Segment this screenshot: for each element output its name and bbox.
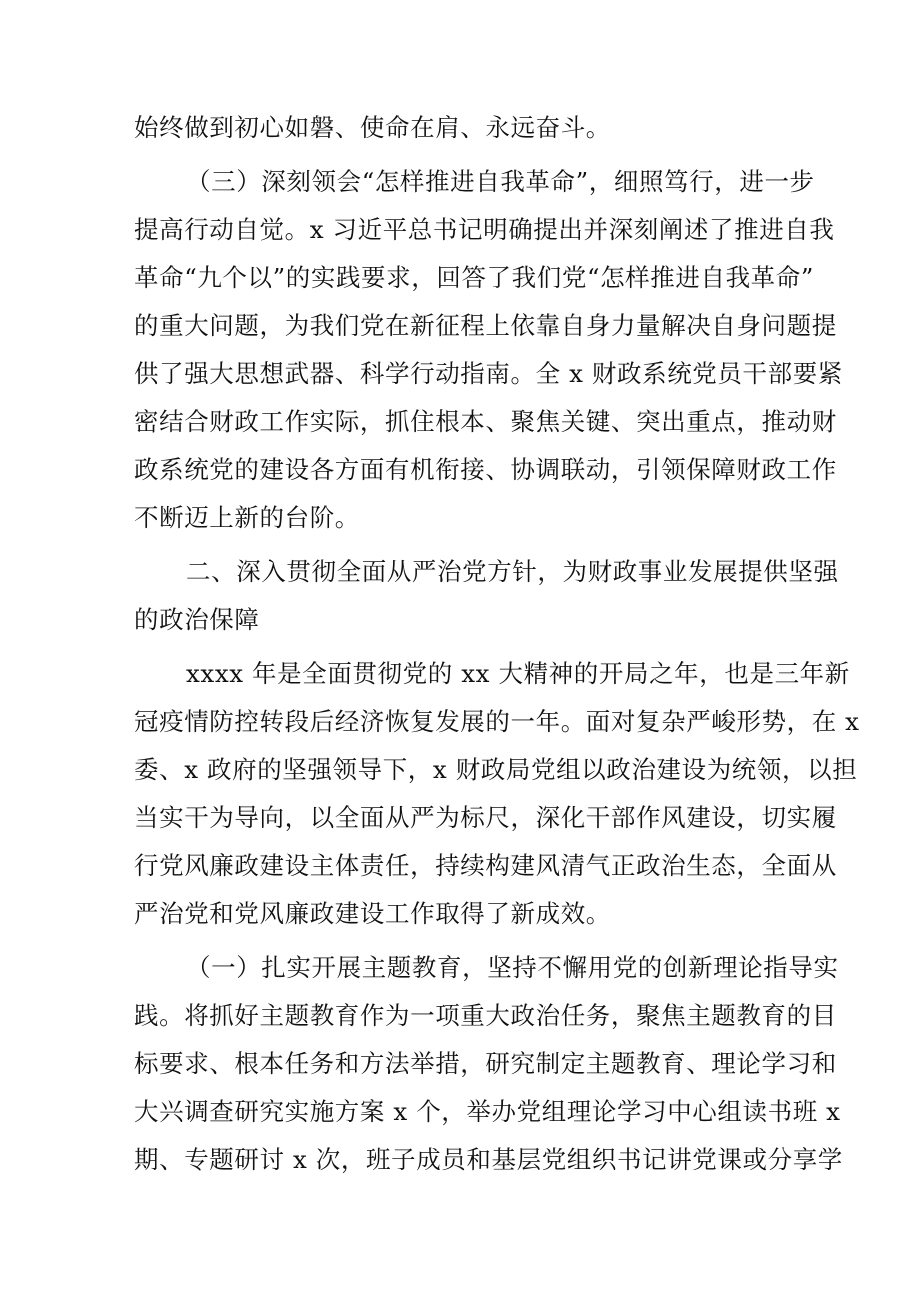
paragraph-line: 期、专题研讨 x 次，班子成员和基层党组织书记讲党课或分享学	[134, 1145, 843, 1174]
paragraph-line: 冠疫情防控转段后经济恢复发展的一年。面对复杂严峻形势，在 x	[134, 707, 860, 736]
section-heading-line: 的政治保障	[134, 605, 260, 634]
paragraph-line: 不断迈上新的台阶。	[134, 503, 360, 532]
paragraph-line: 标要求、根本任务和方法举措，研究制定主题教育、理论学习和	[134, 1049, 837, 1078]
paragraph-line: 践。将抓好主题教育作为一项重大政治任务，聚焦主题教育的目	[134, 1001, 837, 1030]
paragraph-line: 当实干为导向，以全面从严为标尺，深化干部作风建设，切实履	[134, 803, 837, 832]
paragraph-line: 提高行动自觉。x 习近平总书记明确提出并深刻阐述了推进自我	[134, 215, 835, 244]
paragraph-line: （一）扎实开展主题教育，坚持不懈用党的创新理论指导实	[186, 953, 839, 982]
paragraph-line: 供了强大思想武器、科学行动指南。全 x 财政系统党员干部要紧	[134, 359, 843, 388]
paragraph-line: xxxx 年是全面贯彻党的 xx 大精神的开局之年，也是三年新	[186, 659, 850, 688]
paragraph-line: 大兴调查研究实施方案 x 个，举办党组理论学习中心组读书班 x	[134, 1097, 841, 1126]
paragraph-line: 委、x 政府的坚强领导下，x 财政局党组以政治建设为统领，以担	[134, 755, 858, 784]
paragraph-line: 的重大问题，为我们党在新征程上依靠自身力量解决自身问题提	[134, 311, 837, 340]
section-heading-line: 二、深入贯彻全面从严治党方针，为财政事业发展提供坚强	[186, 557, 839, 586]
paragraph-line: 革命“九个以”的实践要求，回答了我们党“怎样推进自我革命”	[134, 263, 814, 292]
paragraph-line: 政系统党的建设各方面有机衔接、协调联动，引领保障财政工作	[134, 455, 837, 484]
paragraph-line: 始终做到初心如磐、使命在肩、永远奋斗。	[134, 113, 611, 142]
paragraph-line: 严治党和党风廉政建设工作取得了新成效。	[134, 899, 611, 928]
paragraph-line: 密结合财政工作实际，抓住根本、聚焦关键、突出重点，推动财	[134, 407, 837, 436]
paragraph-line: 行党风廉政建设主体责任，持续构建风清气正政治生态，全面从	[134, 851, 837, 880]
paragraph-line: （三）深刻领会“怎样推进自我革命”，细照笃行，进一步	[186, 167, 815, 196]
